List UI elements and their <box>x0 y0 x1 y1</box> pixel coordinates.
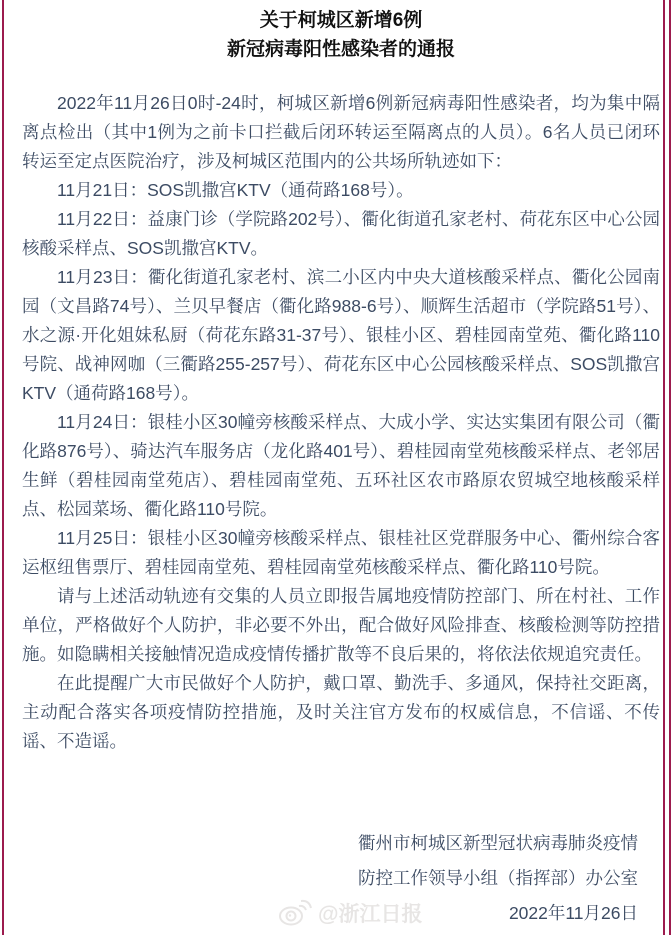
notice-title <box>22 6 660 64</box>
paragraph-nov21: 11月21日：SOS凯撒宫KTV（通荷路168号）。 <box>57 180 414 200</box>
paragraph-intro: 2022年11月26日0时-24时，柯城区新增6例新冠病毒阳性感染者，均为集中隔离点检出（其中1例为之前卡口拦截后闭环转运至隔离点的人员）。6名人员已闭环转运至定点医院治疗，涉及柯城区范围内的公共场所轨迹如下： <box>22 93 660 171</box>
paragraph-report-notice: 请与上述活动轨迹有交集的人员立即报告属地疫情防控部门、所在村社、工作单位，严格做好个人防护，非必要不外出，配合做好风险排查、核酸检测等防控措施。如隐瞒相关接触情况造成疫情传播扩散等不良后果的，将依法依规追究责任。 <box>22 586 660 664</box>
notice-body <box>22 89 660 756</box>
signature-block <box>22 826 660 931</box>
paragraph-nov23: 11月23日：衢化街道孔家老村、滨二小区内中央大道核酸采样点、衢化公园南园（文昌路74号）、兰贝早餐店（衢化路988-6号）、顺辉生活超市（学院路51号）、水之源·开化姐妹私厨（荷花东路31-37号）、银桂小区、碧桂园南堂苑、衢化路110号院、战神网咖（三衢路255-257号）、荷花东区中心公园核酸采样点、SOS凯撒宫KTV（通荷路168号）。 <box>22 267 660 403</box>
notice-content <box>4 0 663 935</box>
signature-org-line-1: 衢州市柯城区新型冠状病毒肺炎疫情 <box>358 833 638 853</box>
right-outer-frame-line <box>669 0 671 935</box>
notice-title-line-2: 新冠病毒阳性感染者的通报 <box>226 39 455 60</box>
notice-title-line-1: 关于柯城区新增6例 <box>259 10 423 31</box>
paragraph-reminder: 在此提醒广大市民做好个人防护，戴口罩、勤洗手、多通风，保持社交距离，主动配合落实各项疫情防控措施，及时关注官方发布的权威信息，不信谣、不传谣、不造谣。 <box>22 673 660 751</box>
paragraph-nov22: 11月22日：益康门诊（学院路202号）、衢化街道孔家老村、荷花东区中心公园核酸采样点、SOS凯撒宫KTV。 <box>22 209 660 258</box>
signature-org-line-2: 防控工作领导小组（指挥部）办公室 <box>358 868 638 888</box>
paragraph-nov25: 11月25日：银桂小区30幢旁核酸采样点、银桂社区党群服务中心、衢州综合客运枢纽售票厅、碧桂园南堂苑、碧桂园南堂苑核酸采样点、衢化路110号院。 <box>22 528 660 577</box>
paragraph-nov24: 11月24日：银桂小区30幢旁核酸采样点、大成小学、实达实集团有限公司（衢化路876号）、骑达汽车服务店（龙化路401号）、碧桂园南堂苑核酸采样点、老邻居生鲜（碧桂园南堂苑店）、碧桂园南堂苑、五环社区农市路原农贸城空地核酸采样点、松园菜场、衢化路110号院。 <box>22 412 660 519</box>
watermark-text: @浙江日报 <box>318 903 423 926</box>
signature-date: 2022年11月26日 <box>508 903 638 923</box>
right-inner-frame-line <box>663 0 665 935</box>
